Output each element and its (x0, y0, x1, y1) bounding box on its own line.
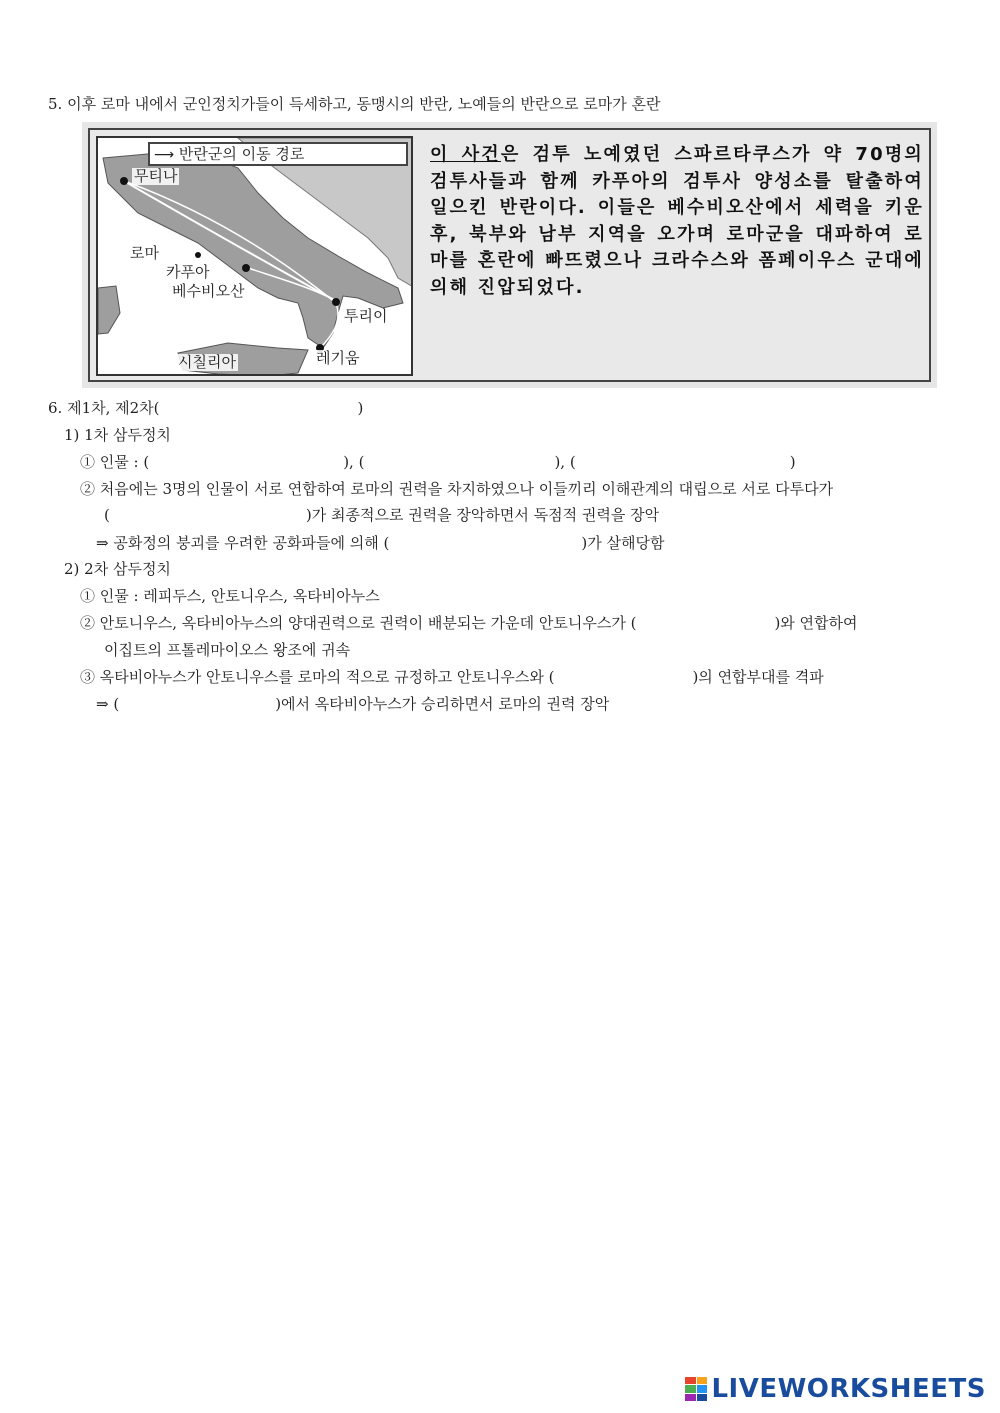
map-label-capua: 카푸아 (166, 263, 210, 281)
liveworksheets-wordmark: LIVEWORKSHEETS (711, 1374, 986, 1404)
part1-title: 1) 1차 삼두정치 (64, 426, 171, 444)
part2-item2-line1-prefix: ② 안토니우스, 옥타비아누스의 양대권력으로 권력이 배분되는 가운데 안토니우스가 ( (80, 614, 637, 632)
part1-result-prefix: ⇒ 공화정의 붕괴를 우려한 공화파들에 의해 ( (96, 534, 390, 552)
section6-heading-prefix: 6. 제1차, 제2차( (48, 399, 160, 417)
map-label-rhegium: 레기움 (316, 349, 360, 367)
part1-item1-suffix: ) (789, 453, 796, 471)
answer-blank-person-1[interactable] (149, 453, 343, 473)
part1-item2-line2-prefix: ( (104, 506, 110, 524)
map-legend (148, 142, 408, 166)
part2-title: 2) 2차 삼두정치 (64, 560, 171, 578)
section5-heading: 5. 이후 로마 내에서 군인정치가들이 득세하고, 동맹시의 반란, 노예들의 반란으로 로마가 혼란 (48, 95, 661, 113)
logo-square-3 (685, 1385, 696, 1392)
answer-blank-allied-force[interactable] (554, 668, 692, 688)
part1-item1 (80, 452, 796, 473)
part1-item2-line2-suffix: )가 최종적으로 권력을 장악하면서 독점적 권력을 장악 (305, 506, 660, 524)
part1-item2-line2 (104, 505, 659, 526)
part2-item2-line2: 이집트의 프톨레마이오스 왕조에 귀속 (104, 641, 351, 659)
part2-result (96, 694, 609, 715)
logo-square-4 (697, 1385, 708, 1392)
map-label-thurii: 투리이 (344, 307, 388, 325)
part1-item1-sep2: ), ( (554, 453, 576, 471)
map-label-sicily: 시칠리아 (178, 353, 236, 371)
part1-item2-line1: ② 처음에는 3명의 인물이 서로 연합하여 로마의 권력을 차지하였으나 이들끼리 이해관계의 대립으로 서로 다투다가 (80, 480, 834, 498)
spartacus-passage (430, 142, 924, 301)
arrow-right-icon: ⟶ (154, 147, 175, 163)
answer-blank-person-3[interactable] (576, 453, 790, 473)
answer-blank-ally[interactable] (636, 614, 774, 634)
part2-item3-prefix: ③ 옥타비아누스가 안토니우스를 로마의 적으로 규정하고 안토니우스와 ( (80, 668, 555, 686)
part1-result (96, 533, 664, 554)
section6-heading-suffix: ) (357, 399, 364, 417)
part1-item1-sep1: ), ( (343, 453, 365, 471)
passage-body: 은 검투 노예였던 스파르타쿠스가 약 70명의 검투사들과 함께 카푸아의 검투사 양성소를 탈출하여 일으킨 반란이다. 이들은 베수비오산에서 세력을 키운 후, 북부와 남부 지역을 오가며 로마군을 대파하여 로마를 혼란에 빠뜨렸으나 크라수스와 폼페이우스 군대에 의해 진압되었다. (430, 144, 925, 298)
passage-underlined: 이 사건 (430, 144, 501, 165)
part2-result-suffix: )에서 옥타비아누스가 승리하면서 로마의 권력 장악 (275, 695, 610, 713)
map-label-mutina: 무티나 (134, 167, 178, 185)
italy-map (96, 136, 413, 376)
part1-item1-prefix: ① 인물 : ( (80, 453, 150, 471)
part2-item1: ① 인물 : 레피두스, 안토니우스, 옥타비아누스 (80, 587, 380, 605)
answer-blank-triumvirate[interactable] (160, 399, 358, 419)
answer-blank-assassinated[interactable] (389, 534, 581, 554)
map-label-roma: 로마 (130, 244, 159, 262)
map-label-vesuvius: 베수비오산 (172, 282, 245, 300)
answer-blank-final-power[interactable] (110, 506, 306, 526)
liveworksheets-mark-icon (685, 1377, 707, 1401)
figure-spartacus (82, 122, 937, 388)
part2-item3 (80, 667, 824, 688)
liveworksheets-logo (685, 1374, 986, 1404)
answer-blank-person-2[interactable] (364, 453, 554, 473)
logo-square-5 (685, 1394, 696, 1401)
answer-blank-battle[interactable] (119, 695, 275, 715)
part2-result-prefix: ⇒ ( (96, 695, 120, 713)
part2-item2-line1 (80, 613, 858, 634)
logo-square-1 (685, 1377, 696, 1384)
figure-frame (88, 128, 931, 382)
logo-square-2 (697, 1377, 708, 1384)
part1-result-suffix: )가 살해당함 (581, 534, 665, 552)
map-legend-label: 반란군의 이동 경로 (178, 145, 305, 163)
section6-heading (48, 398, 363, 419)
part2-item2-line1-suffix: )와 연합하여 (774, 614, 858, 632)
part2-item3-suffix: )의 연합부대를 격파 (692, 668, 824, 686)
logo-square-6 (697, 1394, 708, 1401)
